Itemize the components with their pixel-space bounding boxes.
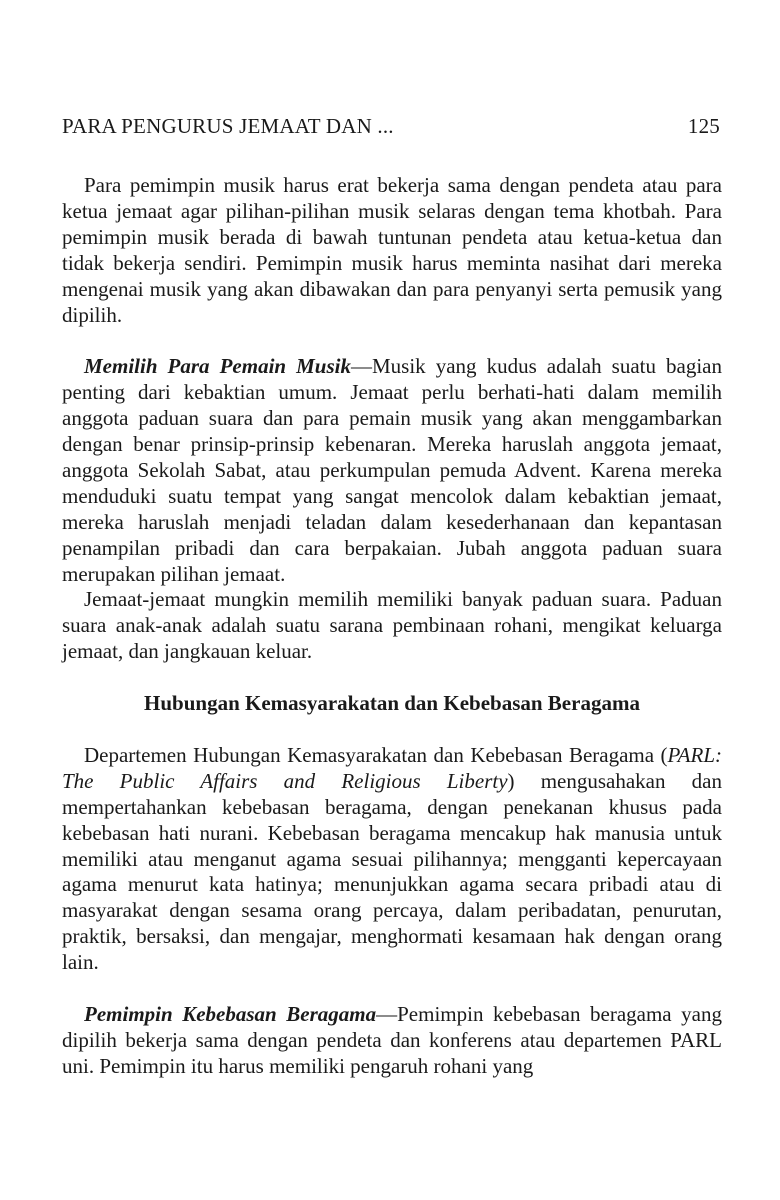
paragraph-parl: [62, 743, 722, 976]
section-heading: Hubungan Kemasyarakatan dan Kebebasan Beragama: [144, 691, 640, 716]
paragraph-text: ) mengusahakan dan mempertahankan kebebasan beragama, dengan penekanan khusus pada kebebasan hati nurani. Kebebasan beragama mencakup hak manusia untuk memiliki atau menganut agama sesuai pilihannya; mengganti kepercayaan agama menurut kata hatinya; menunjukkan agama secara pribadi atau di masyarakat dengan sesama orang percaya, dalam peribadatan, penurutan, praktik, bersaksi, dan mengajar, menghormati kesamaan hak dengan orang lain.: [62, 768, 722, 975]
paragraph-text: —Musik yang kudus adalah suatu bagian penting dari kebaktian umum. Jemaat perlu berhati-hati dalam memilih anggota paduan suara dan para pemain musik yang akan menggambarkan dengan benar prinsip-prinsip kebenaran. Mereka haruslah anggota jemaat, anggota Sekolah Sabat, atau perkumpulan pemuda Advent. Karena mereka menduduki suatu tempat yang sangat mencolok dalam kebaktian jemaat, mereka haruslah menjadi teladan dalam kesederhanaan dan kepantasan penampilan pribadi dan cara berpakaian. Jubah anggota paduan suara merupakan pilihan jemaat.: [62, 354, 722, 586]
paragraph-choosing-musicians: [62, 354, 722, 587]
running-title: PARA PENGURUS JEMAAT DAN ...: [62, 114, 394, 138]
paragraph-choirs: Jemaat-jemaat mungkin memilih memiliki banyak paduan suara. Paduan suara anak-anak adalah suatu sarana pembinaan rohani, mengikat keluarga jemaat, dan jangkauan keluar.: [62, 587, 722, 664]
page-number: 125: [687, 114, 720, 138]
paragraph-religious-liberty-leader: [62, 1002, 722, 1080]
paragraph-gap: [62, 976, 722, 1002]
paragraph-text: Departemen Hubungan Kemasyarakatan dan Kebebasan Beragama (: [84, 742, 668, 767]
parl-name: PARL: The Public Affairs and Religious Liberty: [62, 742, 722, 793]
running-head: [62, 114, 720, 139]
run-in-heading: Memilih Para Pemain Musik: [84, 354, 351, 379]
paragraph-gap: [62, 328, 722, 354]
paragraph-music-leaders: Para pemimpin musik harus erat bekerja sama dengan pendeta atau para ketua jemaat agar pilihan-pilihan musik selaras dengan tema khotbah. Para pemimpin musik berada di bawah tuntunan pendeta atau ketua-ketua dan tidak bekerja sendiri. Pemimpin musik harus meminta nasihat dari mereka mengenai musik yang akan dibawakan dan para penyanyi serta pemusik yang dipilih.: [62, 173, 722, 327]
paragraph-gap: [62, 665, 722, 691]
paragraph-gap: [62, 717, 722, 743]
paragraph-text: —Pemimpin kebebasan beragama yang dipilih bekerja sama dengan pendeta dan konferens atau departemen PARL uni. Pemimpin itu harus memiliki pengaruh rohani yang: [62, 1001, 722, 1078]
page-content: [62, 173, 722, 1080]
run-in-heading: Pemimpin Kebebasan Beragama: [84, 1001, 377, 1026]
